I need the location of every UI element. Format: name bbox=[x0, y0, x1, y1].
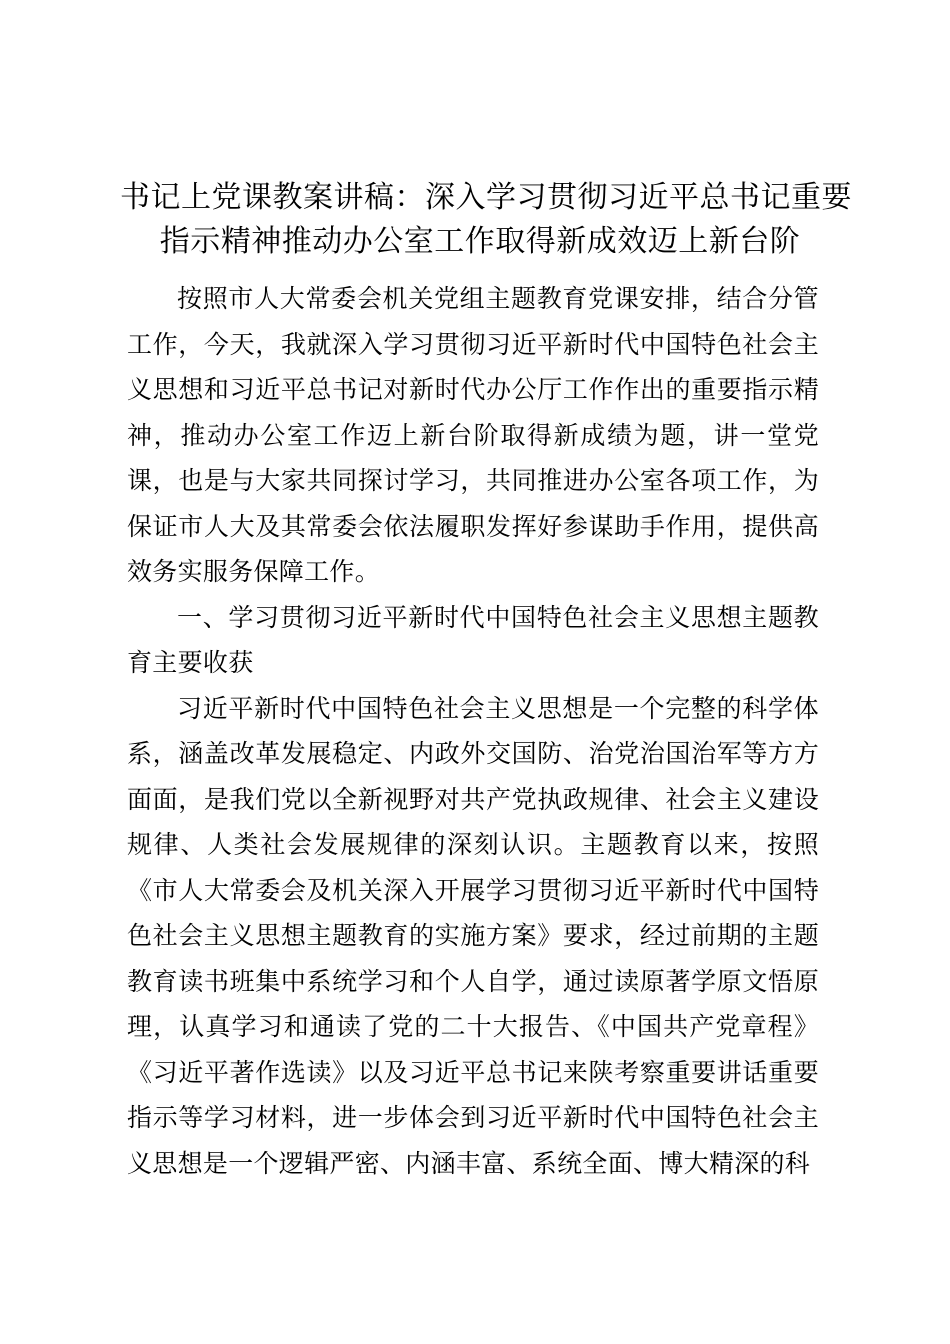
intro-paragraph: 按照市人大常委会机关党组主题教育党课安排，结合分管工作，今天，我就深入学习贯彻习近平新时代中国特色社会主义思想和习近平总书记对新时代办公厅工作作出的重要指示精神，推动办公室工作迈上新台阶取得新成绩为题，讲一堂党课，也是与大家共同探讨学习，共同推进办公室各项工作，为保证市人大及其常委会依法履职发挥好参谋助手作用，提供高效务实服务保障工作。 bbox=[127, 284, 819, 586]
document-title-line-1: 书记上党课教案讲稿：深入学习贯彻习近平总书记重要 bbox=[120, 180, 852, 215]
document-title-line-2: 指示精神推动办公室工作取得新成效迈上新台阶 bbox=[159, 224, 801, 259]
document-body bbox=[127, 276, 819, 1186]
section-heading-1: 一、学习贯彻习近平新时代中国特色社会主义思想主题教育主要收获 bbox=[127, 602, 819, 677]
body-paragraph: 习近平新时代中国特色社会主义思想是一个完整的科学体系，涵盖改革发展稳定、内政外交国防、治党治国治军等方方面面，是我们党以全新视野对共产党执政规律、社会主义建设规律、人类社会发展规律的深刻认识。主题教育以来，按照《市人大常委会及机关深入开展学习贯彻习近平新时代中国特色社会主义思想主题教育的实施方案》要求，经过前期的主题教育读书班集中系统学习和个人自学，通过读原著学原文悟原理，认真学习和通读了党的二十大报告、《中国共产党章程》《习近平著作选读》以及习近平总书记来陕考察重要讲话重要指示等学习材料，进一步体会到习近平新时代中国特色社会主义思想是一个逻辑严密、内涵丰富、系统全面、博大精深的科 bbox=[127, 693, 819, 1178]
